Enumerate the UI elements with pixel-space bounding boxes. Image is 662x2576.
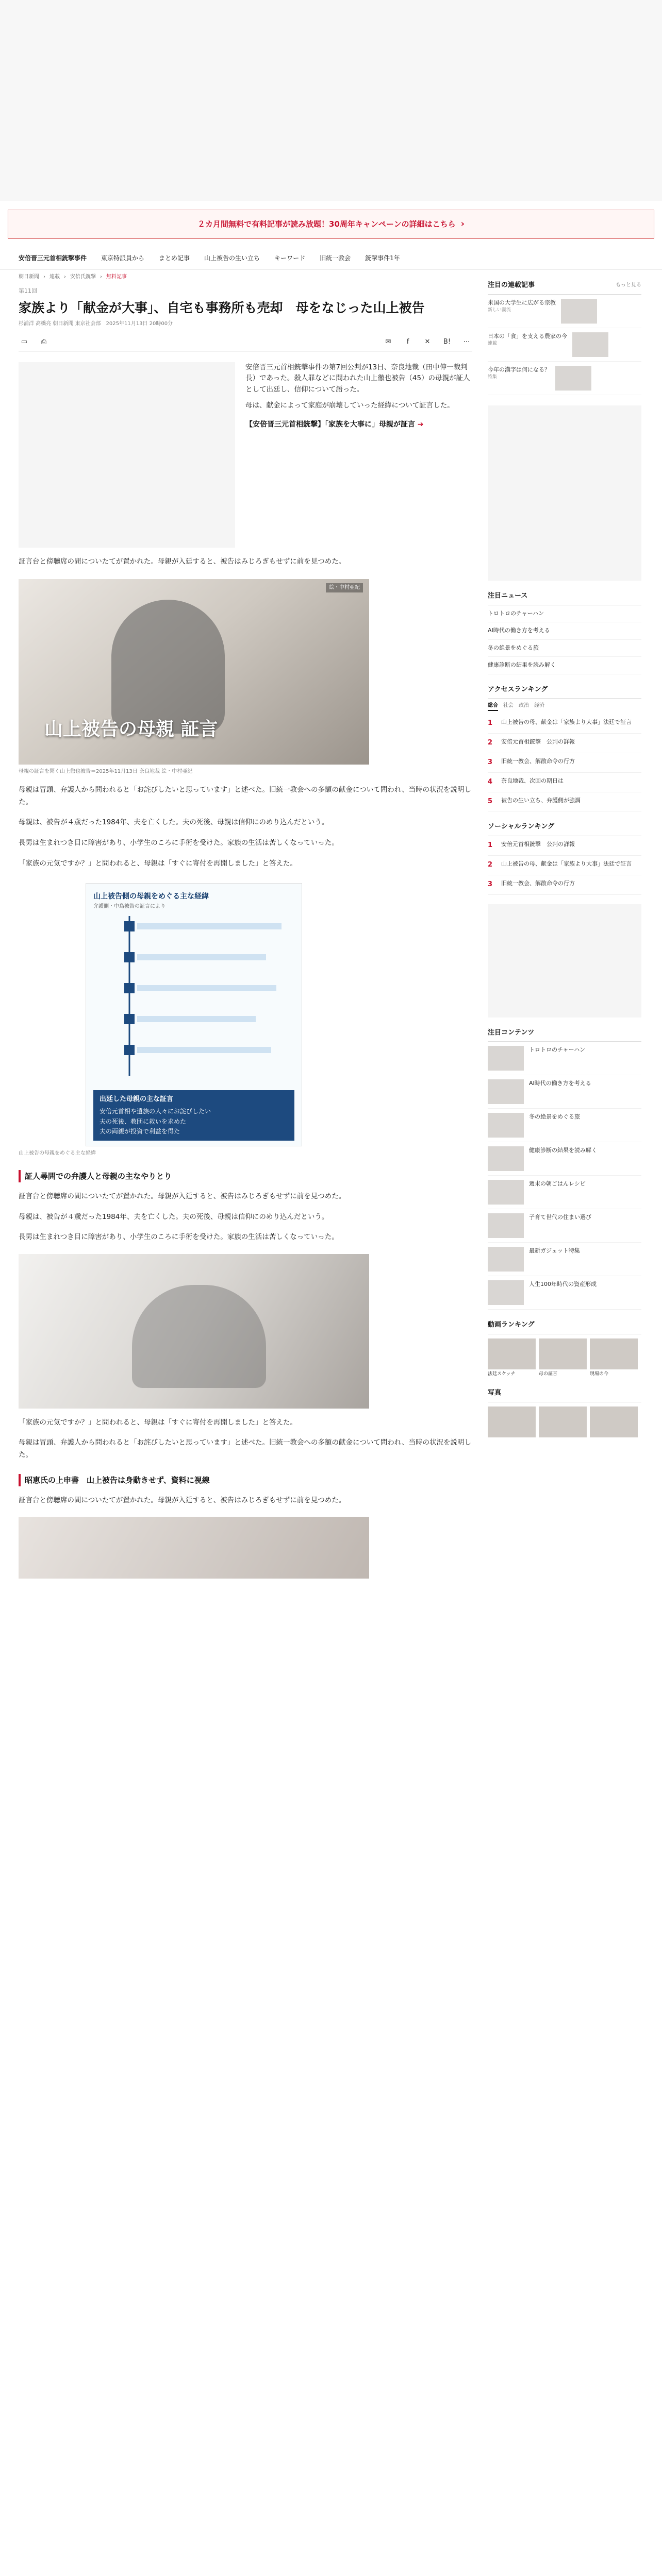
timeline-footer-line: 夫の両親が投資で利益を得た xyxy=(100,1127,180,1135)
timeline-caption: 山上被告の母親をめぐる主な経緯 xyxy=(19,1150,96,1156)
photo-item[interactable] xyxy=(539,1406,587,1437)
rank-number: 1 xyxy=(488,841,493,850)
ranking-item-title: 山上被告の母、献金は「家族より大事」法廷で証言 xyxy=(501,860,632,867)
video-title: 現場の今 xyxy=(590,1371,609,1377)
timeline-subtitle: 弁護側・中島被告の証言により xyxy=(93,903,166,909)
thumbnail xyxy=(488,1046,524,1071)
sidebar-section-title xyxy=(488,1388,641,1402)
sidebar-section-title xyxy=(488,1320,641,1334)
sidebar-section-title xyxy=(488,685,641,699)
photo-thumbnail xyxy=(590,1406,638,1437)
ranking-item-title: 被告の生い立ち、弁護側が強調 xyxy=(501,796,581,804)
court-sketch-photo[interactable] xyxy=(19,579,369,765)
breadcrumb-item[interactable]: 朝日新聞 xyxy=(19,274,39,280)
ranking-item-title: 旧統一教会、解散命令の行方 xyxy=(501,879,575,887)
video-item[interactable] xyxy=(488,1338,536,1378)
breadcrumb: 朝日新聞 › 連載 › 安倍氏銃撃 › 無料記事 xyxy=(19,273,472,281)
section-heading: 昭恵氏の上申書 山上被告は身動きせず、資料に視線 xyxy=(19,1474,472,1486)
breadcrumb-item: 無料記事 xyxy=(106,274,127,280)
related-link-label: 【安倍晋三元首相銃撃】「家族を大事に」母親が証言 xyxy=(245,420,415,429)
ranking-item[interactable] xyxy=(488,773,641,792)
list-item[interactable] xyxy=(488,1209,641,1243)
list-item-title: 今年の漢字は何になる？ xyxy=(488,366,550,373)
list-item[interactable] xyxy=(488,1176,641,1209)
article-toolbar xyxy=(19,333,472,352)
video-thumbnail xyxy=(488,1338,536,1369)
video-item[interactable] xyxy=(590,1338,638,1378)
list-item-title: 日本の「食」を支える農家の今 xyxy=(488,332,567,340)
list-item-sub: 特集 xyxy=(488,375,498,380)
list-item[interactable] xyxy=(488,1243,641,1276)
section-title: 注目ニュース xyxy=(488,591,528,600)
topic-nav xyxy=(0,247,662,270)
body-paragraph: 母親は、被告が４歳だった1984年、夫を亡くした。夫の死後、母親は信仰にのめり込んだという。 xyxy=(19,818,329,827)
list-item-title: 週末の朝ごはんレシピ xyxy=(529,1180,586,1188)
body-paragraph: 母親は冒頭、弁護人から問われると「お詫びしたいと思っています」と述べた。旧統一教会への多額の献金について問われ、当時の状況を説明した。 xyxy=(19,786,472,806)
body-paragraph: 長男は生まれつき目に障害があり、小学生のころに手術を受けた。家族の生活は苦しくなっていった。 xyxy=(19,1233,339,1242)
series-label: 第11回 xyxy=(19,287,37,294)
sidebar-section-title xyxy=(488,591,641,605)
thumbnail xyxy=(572,332,608,357)
timeline-footer-line: 安倍元首相や遺族の人々にお詫びしたい xyxy=(100,1108,211,1115)
promo-box[interactable] xyxy=(8,210,654,239)
ranking-item-title: 旧統一教会、解散命令の行方 xyxy=(501,757,575,765)
sidebar-section-title xyxy=(488,1028,641,1042)
print-icon[interactable]: ⎙ xyxy=(41,337,47,346)
list-item-title: 人生100年時代の資産形成 xyxy=(529,1281,597,1288)
court-sketch-photo-2[interactable] xyxy=(19,1254,369,1409)
timeline-footer xyxy=(93,1090,294,1141)
photo-thumbnail xyxy=(488,1406,536,1437)
byline: 杉浦洋 高橋亮 朝日新聞 東京社会部 2025年11月13日 20時00分 xyxy=(19,320,173,327)
list-item[interactable] xyxy=(488,295,641,328)
section-title: 注目コンテンツ xyxy=(488,1028,535,1037)
thumbnail xyxy=(488,1280,524,1305)
defendant-figure xyxy=(111,600,225,734)
photo-item[interactable] xyxy=(590,1406,638,1437)
list-item-title: 健康診断の結果を読み解く xyxy=(529,1147,597,1154)
section-title: 動画ランキング xyxy=(488,1321,535,1329)
thumbnail xyxy=(561,299,597,324)
inline-ad xyxy=(19,362,235,548)
body-paragraph: 証言台と傍聴席の間についたてが置かれた。母親が入廷すると、被告はみじろぎもせずに前を見つめた。 xyxy=(19,557,346,566)
hatena-icon[interactable]: B! xyxy=(443,337,451,346)
list-item[interactable] xyxy=(488,1142,641,1176)
sidebar xyxy=(488,270,641,1579)
rank-number: 2 xyxy=(488,860,493,869)
ranking-item[interactable] xyxy=(488,714,641,734)
list-item-title: 健康診断の結果を読み解く xyxy=(488,662,556,669)
list-item-title: トロトロのチャーハン xyxy=(488,609,544,617)
promo-text: ２カ月間無料で有料記事が読み放題！30周年キャンペーンの詳細はこちら xyxy=(197,219,456,229)
list-item-title: AI時代の働き方を考える xyxy=(488,627,550,634)
photo-caption: 母親の証言を聞く山上徹也被告＝2025年11月13日 奈良地裁 絵・中村亜紀 xyxy=(19,769,193,775)
rank-number: 5 xyxy=(488,797,493,805)
rank-number: 2 xyxy=(488,739,493,747)
list-item-title: AI時代の働き方を考える xyxy=(529,1080,591,1087)
timeline-footer-line: 夫の死後、教団に救いを求めた xyxy=(100,1117,187,1125)
video-ranking xyxy=(488,1338,641,1378)
list-item[interactable] xyxy=(488,1075,641,1109)
rank-number: 1 xyxy=(488,719,493,727)
mother-figure xyxy=(132,1285,266,1388)
arrow-right-icon: ➔ xyxy=(417,420,424,429)
tab-ranking[interactable]: 社会 xyxy=(503,703,514,709)
list-item[interactable] xyxy=(488,1109,641,1142)
rank-number: 4 xyxy=(488,777,493,786)
ranking-item-title: 奈良地裁、次回の期日は xyxy=(501,777,564,784)
list-item[interactable] xyxy=(488,657,641,674)
section-title: ソーシャルランキング xyxy=(488,823,555,831)
nav-item[interactable]: 山上被告の生い立ち xyxy=(204,254,260,262)
list-item-title: 冬の絶景をめぐる旅 xyxy=(488,644,539,651)
ranking-item-title: 山上被告の母、献金は「家族より大事」法廷で証言 xyxy=(501,719,632,726)
video-thumbnail xyxy=(539,1338,587,1369)
thumbnail xyxy=(488,1113,524,1138)
lead-paragraph: 母は、献金によって家庭が崩壊していった経緯について証言した。 xyxy=(245,401,454,410)
photo-strip xyxy=(488,1406,641,1437)
list-item[interactable] xyxy=(488,605,641,623)
thumbnail xyxy=(488,1247,524,1272)
ranking-item[interactable] xyxy=(488,753,641,773)
article-main xyxy=(19,270,472,1579)
nav-item[interactable]: 安倍晋三元首相銃撃事件 xyxy=(19,254,87,262)
ranking-item-title: 安倍元首相銃撃 公判の詳報 xyxy=(501,841,575,848)
related-link[interactable] xyxy=(245,419,472,430)
top-ad-space xyxy=(0,0,662,201)
thumbnail xyxy=(555,366,591,391)
video-thumbnail xyxy=(590,1338,638,1369)
list-item-title: 米国の大学生に広がる宗教 xyxy=(488,299,556,306)
rank-number: 3 xyxy=(488,880,493,888)
ranking-tabs xyxy=(488,699,641,714)
ranking-item[interactable] xyxy=(488,875,641,895)
nav-item[interactable]: 銃撃事件1年 xyxy=(365,254,400,262)
list-item[interactable] xyxy=(488,640,641,657)
thumbnail xyxy=(488,1146,524,1171)
lead-paragraph: 安倍晋三元首相銃撃事件の第7回公判が13日、奈良地裁（田中伸一裁判長）であった。殺人罪などに問われた山上徹也被告（45）の母親が証人として出廷し、信仰について語った。 xyxy=(245,363,470,394)
page-title: 家族より「献金が大事」、自宅も事務所も売却 母をなじった山上被告 xyxy=(19,300,425,315)
list-item[interactable] xyxy=(488,622,641,640)
breadcrumb-item[interactable]: 連載 xyxy=(49,274,60,280)
ranking-item[interactable] xyxy=(488,734,641,753)
timeline-svg xyxy=(93,911,294,1081)
body-paragraph: 母親は冒頭、弁護人から問われると「お詫びしたいと思っています」と述べた。旧統一教会への多額の献金について問われ、当時の状況を説明した。 xyxy=(19,1438,472,1460)
ranking-item[interactable] xyxy=(488,792,641,812)
nav-item[interactable]: 旧統一教会 xyxy=(320,254,351,262)
photo-thumbnail xyxy=(539,1406,587,1437)
thumbnail xyxy=(488,1079,524,1104)
list-item-title: 冬の絶景をめぐる旅 xyxy=(529,1113,580,1121)
article-photo-3[interactable] xyxy=(19,1517,369,1579)
list-item[interactable] xyxy=(488,362,641,395)
mail-icon[interactable]: ✉ xyxy=(385,337,391,346)
thumbnail xyxy=(488,1180,524,1205)
promo-banner[interactable] xyxy=(0,201,662,247)
photo-item[interactable] xyxy=(488,1406,536,1437)
section-heading: 証人尋問での弁護人と母親の主なやりとり xyxy=(19,1170,472,1182)
list-item-sub: 新しい潮流 xyxy=(488,308,511,313)
thumbnail xyxy=(488,1213,524,1238)
photo-overlay-title: 山上被告の母親 証言 xyxy=(44,718,218,740)
list-item[interactable] xyxy=(488,328,641,362)
ranking-item[interactable] xyxy=(488,856,641,875)
ranking-item-title: 安倍元首相銃撃 公判の詳報 xyxy=(501,738,575,745)
section-title: 写真 xyxy=(488,1388,502,1397)
list-item-sub: 連載 xyxy=(488,341,498,347)
sidebar-ad xyxy=(488,405,641,581)
facebook-icon[interactable]: f xyxy=(406,337,409,346)
list-item-title: 最新ガジェット特集 xyxy=(529,1247,580,1255)
more-icon[interactable]: ⋯ xyxy=(463,337,470,346)
sidebar-ad-2 xyxy=(488,904,641,1018)
list-item-title: トロトロのチャーハン xyxy=(529,1046,586,1054)
body-paragraph: 長男は生まれつき目に障害があり、小学生のころに手術を受けた。家族の生活は苦しくなっていった。 xyxy=(19,839,339,848)
ranking-item[interactable] xyxy=(488,836,641,856)
video-title: 母の証言 xyxy=(539,1371,558,1377)
section-title: 注目の連載記事 xyxy=(488,281,535,289)
bookmark-icon[interactable]: ▭ xyxy=(21,337,28,346)
tab-ranking[interactable]: 総合 xyxy=(488,702,498,711)
timeline-footer-title: 出廷した母親の主な証言 xyxy=(100,1095,174,1103)
section-title: アクセスランキング xyxy=(488,685,548,693)
sidebar-section-title xyxy=(488,822,641,836)
tab-ranking[interactable]: 政治 xyxy=(519,703,529,709)
body-paragraph: 証言台と傍聴席の間についたてが置かれた。母親が入廷すると、被告はみじろぎもせずに前を見つめた。 xyxy=(19,1192,346,1200)
photo-credit: 絵・中村亜紀 xyxy=(326,583,363,592)
body-paragraph: 「家族の元気ですか？」と問われると、母親は「すぐに寄付を再開しました」と答えた。 xyxy=(19,859,297,868)
body-paragraph: 母親は、被告が４歳だった1984年、夫を亡くした。夫の死後、母親は信仰にのめり込んだという。 xyxy=(19,1212,329,1221)
nav-item[interactable]: まとめ記事 xyxy=(159,254,190,262)
nav-item[interactable]: 東京特派員から xyxy=(101,254,145,262)
list-item[interactable] xyxy=(488,1042,641,1075)
list-item-title: 子育て世代の住まい選び xyxy=(529,1214,591,1221)
video-item[interactable] xyxy=(539,1338,587,1378)
x-icon[interactable]: ✕ xyxy=(424,337,431,346)
tab-ranking[interactable]: 経済 xyxy=(534,703,544,709)
sidebar-section-title xyxy=(488,280,641,295)
breadcrumb-item[interactable]: 安倍氏銃撃 xyxy=(70,274,96,280)
timeline-graphic xyxy=(86,883,302,1146)
more-link[interactable]: もっと見る xyxy=(616,282,641,289)
body-paragraph: 「家族の元気ですか？」と問われると、母親は「すぐに寄付を再開しました」と答えた。 xyxy=(19,1418,297,1427)
body-paragraph: 証言台と傍聴席の間についたてが置かれた。母親が入廷すると、被告はみじろぎもせずに前を見つめた。 xyxy=(19,1496,346,1504)
timeline-title: 山上被告側の母親をめぐる主な経緯 xyxy=(93,892,209,901)
chevron-right-icon: › xyxy=(460,218,465,229)
list-item[interactable] xyxy=(488,1276,641,1310)
nav-item[interactable]: キーワード xyxy=(274,254,306,262)
video-title: 法廷スケッチ xyxy=(488,1371,516,1377)
rank-number: 3 xyxy=(488,758,493,766)
